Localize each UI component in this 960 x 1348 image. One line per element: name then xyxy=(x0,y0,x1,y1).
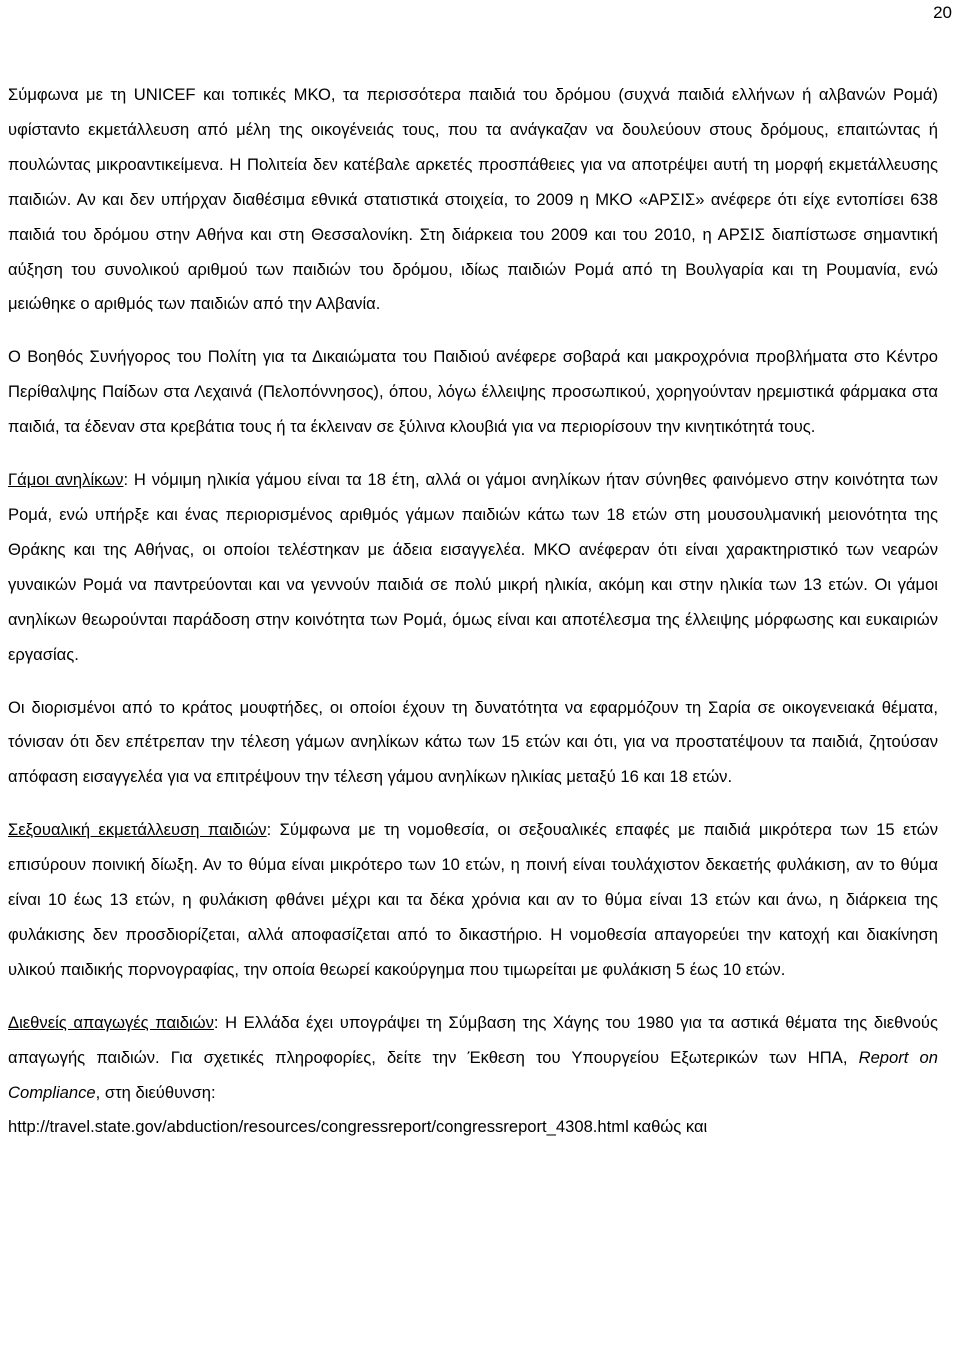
paragraph-international-abductions xyxy=(8,1006,938,1146)
paragraph-text: Οι διορισμένοι από το κράτος μουφτήδες, οι οποίοι έχουν τη δυνατότητα να εφαρμόζουν τη Σαρία σε οικογενειακά θέματα, τόνισαν ότι δεν επέτρεπαν την τέλεση γάμων ανηλίκων κάτω των 15 ετών και ότι, για να προστατέψουν τα παιδιά, ζητούσαν απόφαση εισαγγελέα για να επιτρέψουν την τέλεση γάμου ανηλίκων ηλικίας μεταξύ 16 και 18 ετών. xyxy=(8,697,938,787)
page-number: 20 xyxy=(933,3,952,22)
paragraph-text: : Η νόμιμη ηλικία γάμου είναι τα 18 έτη, αλλά οι γάμοι ανηλίκων ήταν σύνηθες φαινόμενο στην κοινότητα των Ρομά, ενώ υπήρξε και ένας περιορισμένος αριθμός γάμων παιδιών κάτω των 18 ετών στη μουσουλμανική μειονότητα της Θράκης και της Αθήνας, οι οποίοι τελέστηκαν με άδεια εισαγγελέα. ΜΚΟ ανέφεραν ότι είναι χαρακτηριστικό των νεαρών γυναικών Ρομά να παντρεύονται και να γεννούν παιδιά σε πολύ μικρή ηλικία, ακόμη και στην ηλικία των 13 ετών. Οι γάμοι ανηλίκων θεωρούνται παράδοση στην κοινότητα των Ρομά, όμως είναι και αποτέλεσμα της έλλειψης μόρφωσης και ευκαιριών εργασίας. xyxy=(8,470,938,664)
paragraph-text: , στη διεύθυνση: xyxy=(95,1082,216,1102)
report-title: Report on Compliance xyxy=(8,1047,939,1102)
paragraph-child-marriage xyxy=(8,463,938,672)
paragraph-text: Σύμφωνα με τη UNICEF και τοπικές ΜΚΟ, τα περισσότερα παιδιά του δρόμου (συχνά παιδιά ελλήνων ή αλβανών Ρομά) υφίστανto εκμετάλλευση από μέλη της οικογένειάς τους, που τα ανάγκαζαν να δουλεύουν στους δρόμους, επαιτώντας ή πουλώντας μικροαντικείμενα. Η Πολιτεία δεν κατέβαλε αρκετές προσπάθειες για να αποτρέψει αυτή τη μορφή εκμετάλλευσης παιδιών. Αν και δεν υπήρχαν διαθέσιμα εθνικά στατιστικά στοιχεία, το 2009 η ΜΚΟ «ΑΡΣΙΣ» ανέφερε ότι είχε εντοπίσει 638 παιδιά του δρόμου στην Αθήνα και στη Θεσσαλονίκη. Στη διάρκεια του 2009 και του 2010, η ΑΡΣΙΣ διαπίστωσε σημαντική αύξηση του συνολικού αριθμού των παιδιών του δρόμου, ιδίως παιδιών Ρομά από τη Βουλγαρία και τη Ρουμανία, ενώ μειώθηκε ο αριθμός των παιδιών από την Αλβανία. xyxy=(8,85,938,314)
paragraph-text: : Η Ελλάδα έχει υπογράψει τη Σύμβαση της Χάγης του 1980 για τα αστικά θέματα της διεθνούς απαγωγής παιδιών. Για σχετικές πληροφορίες, δείτε την Έκθεση του Υπουργείου Εξωτερικών των ΗΠΑ, xyxy=(8,1012,938,1067)
paragraph-text: Ο Βοηθός Συνήγορος του Πολίτη για τα Δικαιώματα του Παιδιού ανέφερε σοβαρά και μακροχρόνια προβλήματα στο Κέντρο Περίθαλψης Παίδων στα Λεχαινά (Πελοπόννησος), όπου, λόγω έλλειψης προσωπικού, χορηγούνταν ηρεμιστικά φάρμακα στα παιδιά, τα έδεναν στα κρεβάτια τους ή τα έκλειναν σε ξύλινα κλουβιά για να περιορίσουν την κινητικότητά τους. xyxy=(8,347,938,437)
paragraph-muftis xyxy=(8,691,938,796)
section-heading-sexual-exploitation: Σεξουαλική εκμετάλλευση παιδιών xyxy=(8,820,267,840)
section-heading-international-abductions: Διεθνείς απαγωγές παιδιών xyxy=(8,1012,214,1032)
paragraph-text: : Σύμφωνα με τη νομοθεσία, οι σεξουαλικές επαφές με παιδιά μικρότερα των 15 ετών επισύρουν ποινική δίωξη. Αν το θύμα είναι μικρότερο των 10 ετών, η ποινή είναι τουλάχιστον δεκαετής φυλάκιση, αν το θύμα είναι 10 έως 13 ετών, η φυλάκιση φθάνει μέχρι και τα δέκα χρόνια και αν το θύμα είναι 13 ετών και άνω, η διάρκεια της φυλάκισης δεν προσδιορίζεται, αλλά αποφασίζεται από το δικαστήριο. Η νομοθεσία απαγορεύει την κατοχή και διακίνηση υλικού παιδικής πορνογραφίας, την οποία θεωρεί κακούργημα που τιμωρείται με φυλάκιση 5 έως 10 ετών. xyxy=(8,820,938,979)
report-url-link[interactable]: http://travel.state.gov/abduction/resources/congressreport/congressreport_4308.html xyxy=(8,1117,629,1137)
paragraph-street-children xyxy=(8,78,938,322)
document-body xyxy=(8,78,938,1145)
section-heading-child-marriage: Γάμοι ανηλίκων xyxy=(8,470,124,490)
paragraph-care-center xyxy=(8,340,938,445)
paragraph-text: καθώς και xyxy=(628,1117,708,1137)
paragraph-sexual-exploitation xyxy=(8,813,938,988)
